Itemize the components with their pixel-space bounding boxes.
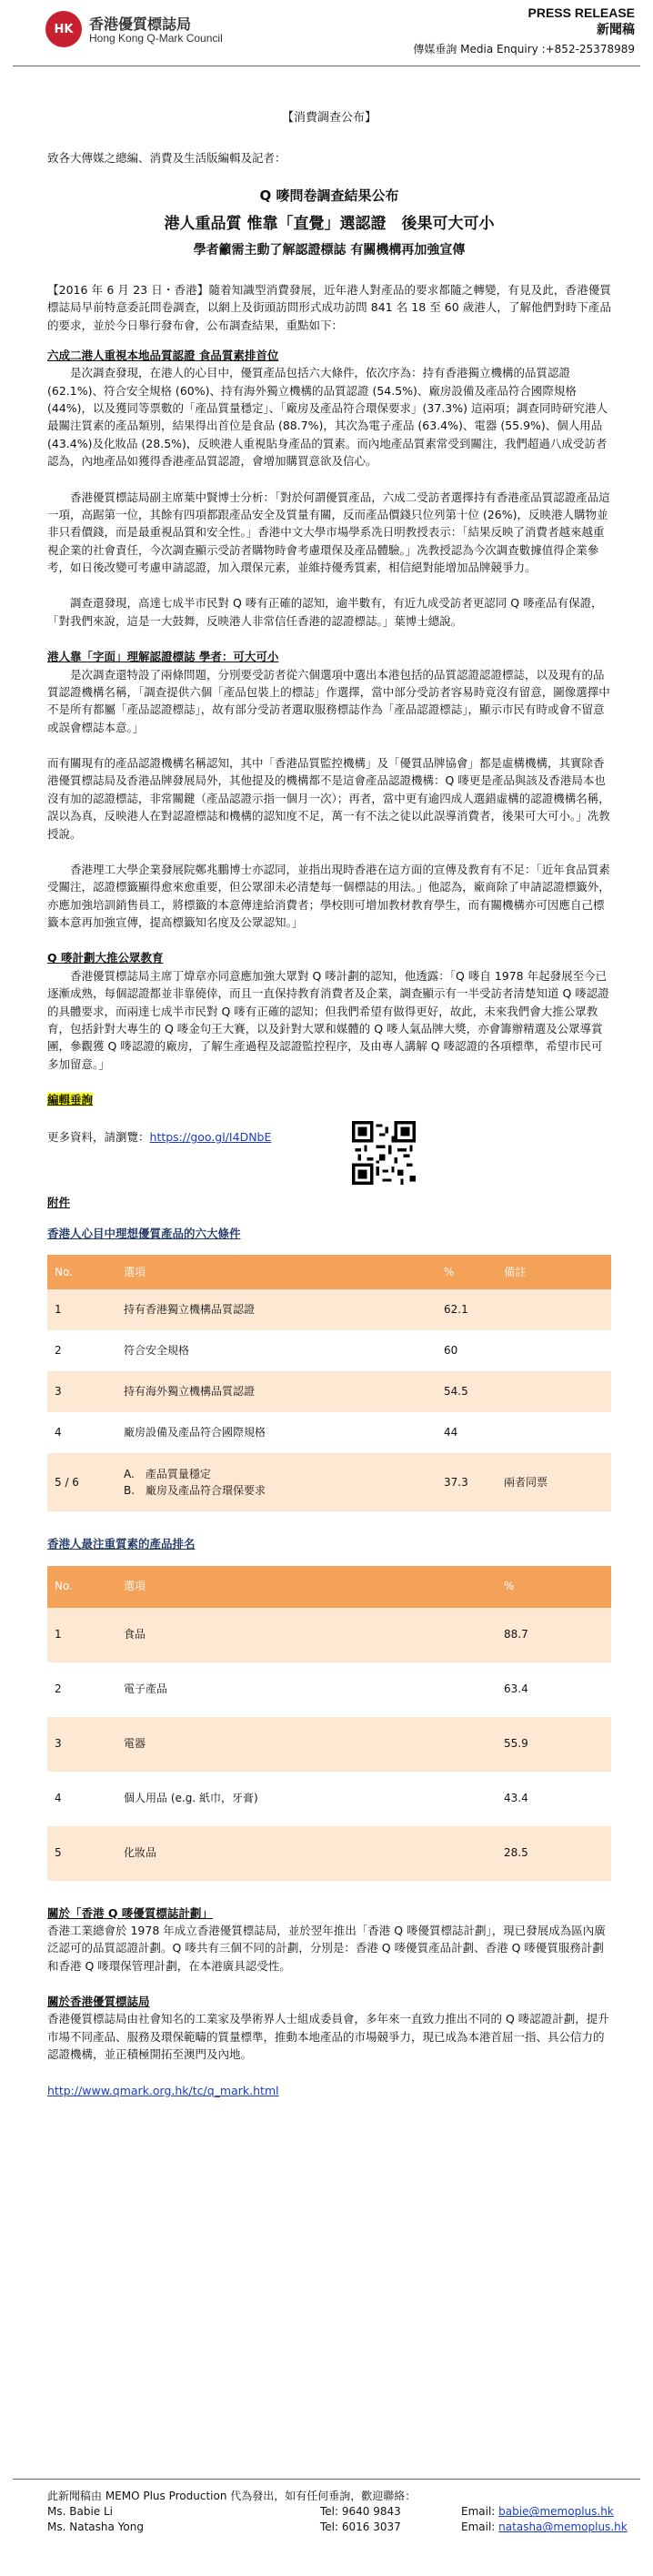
table-2-title: 香港人最注重質素的產品排名 [47,1537,196,1551]
table-row [47,1826,611,1881]
col-header-pct: % [437,1255,497,1289]
contact-row [47,2520,629,2535]
cell-no: 3 [47,1717,116,1772]
qmark-website-link[interactable]: http://www.qmark.org.hk/tc/q_mark.html [47,2083,279,2097]
cell-no: 2 [47,1330,116,1371]
cell-pct: 62.1 [437,1289,497,1330]
cell-item: 個人用品 (e.g. 紙巾，牙膏) [116,1772,497,1826]
table-row [47,1412,611,1453]
qmark-logo-icon: HK [45,11,82,47]
cell-item [116,1453,437,1511]
cell-note [497,1330,611,1371]
cell-note: 兩者同票 [497,1453,611,1511]
table-row [47,1772,611,1826]
table-header-row [47,1566,611,1608]
intro-paragraph: 【2016 年 6 月 23 日・香港】隨着知識型消費發展，近年港人對產品的要求都隨之轉變，有見及此，香港優質標誌局早前特意委託問卷調查，以網上及街頭訪問形式成功訪問 841 名 18 至 60 歲港人，了解他們對時下產品的要求，並於今日舉行發布會，公布調查結果，重點如下： [47,282,611,332]
cell-no: 3 [47,1371,116,1412]
cell-item: 持有海外獨立機構品質認證 [116,1371,437,1412]
cell-no: 1 [47,1289,116,1330]
contact-tel: Tel: 6016 3037 [320,2520,401,2534]
media-enquiry: 傳媒垂詢 Media Enquiry :+852-25378989 [413,43,635,56]
cell-pct: 37.3 [437,1453,497,1511]
logo-english-name: Hong Kong Q-Mark Council [89,32,223,45]
cell-note [497,1289,611,1330]
cell-note [497,1412,611,1453]
cell-pct: 55.9 [497,1717,611,1772]
footer-divider [13,2479,640,2480]
cell-pct: 60 [437,1330,497,1371]
contact-name: Ms. Babie Li [47,2505,113,2519]
email-label: Email: [461,2520,496,2534]
cell-no: 5 / 6 [47,1453,116,1511]
about-qmark-scheme-title: 關於「香港 Q 嘜優質標誌計劃」 [47,1905,213,1920]
contact-tel: Tel: 9640 9843 [320,2505,401,2519]
cell-item: 電器 [116,1717,497,1772]
cell-pct: 63.4 [497,1662,611,1717]
section-3-paragraph-1: 香港優質標誌局主席丁煒章亦同意應加強大眾對 Q 嘜計劃的認知，他透露：「Q 嘜自 1978 年起發展至今已逐漸成熟，每個認證都並非靠僥倖，而且一直保持教育消費者及企業，調查顯示有一半受訪者清楚知道 Q 嘜認證的具體要求，而兩達七成半市民對 Q 嘜有正確的認知；但我們希望有做得更好，故此，未來我們會大推公眾教育，包括針對大專生的 Q 嘜金句王大賽，以及針對大眾和媒體的 Q 嘜人氣品牌大獎，亦會籌辦精選及公眾導賞團，參觀獲 Q 嘜認證的廠房，了解生產過程及認證監控程序，及由專人講解 Q 嘜認證的各項標準，希望市民可多加留意。」 [47,968,609,1071]
editor-note-label: 編輯垂詢 [47,1093,94,1107]
cell-no: 4 [47,1412,116,1453]
col-header-pct: % [497,1566,611,1608]
section-2-paragraph-3: 香港理工大學企業發展院鄭兆鵬博士亦認同，並指出現時香港在這方面的宣傳及教育有不足：「近年食品質素受關注，認證標籤顯得愈來愈重要，但公眾卻未必清楚每一個標誌的用法。」他認為，廠商除了申請認證標籤外，亦應加強培訓銷售員工，將標籤的本意傳達給消費者；學校則可增加教材教育學生，而有關機構亦可因應自己標籤本意再加強宣傳，提高標籤知名度及公眾認知。」 [47,862,610,930]
cell-pct: 44 [437,1412,497,1453]
cell-note [497,1371,611,1412]
cell-item: 符合安全規格 [116,1330,437,1371]
contact-row [47,2504,629,2520]
table-row [47,1453,611,1511]
cell-pct: 43.4 [497,1772,611,1826]
section-2-paragraph-2: 而有關現有的產品認證機構名稱認知，其中「香港品質監控機構」及「優質品牌協會」都是虛構機構，其實除香港優質標誌局及香港品牌發展局外，其他提及的機構都不是這會產品認證機構：Q 嘜更是產品與該及香港局本也沒有加的認證標誌，非常關鍵（產品認證示指一個月一次）；再者，當中更有逾四成人選錯虛構的認證機構名稱，誤以為真，反映港人在對認證標誌和機構的認知度不足，萬一有不法之徒以此誤導消費者，後果可大可小。」冼教授說。 [47,756,610,841]
qmark-logo [45,11,264,51]
article-body [47,73,611,2099]
contact-email [461,2520,628,2535]
more-info-text [47,1128,271,1146]
section-1-paragraph-1: 是次調查發現，在港人的心目中，優質產品包括六大條件，依次序為：持有香港獨立機構的品質認證 (62.1%)、符合安全規格 (60%)、持有海外獨立機構的品質認證 (54.5%)、廠房設備及產品符合國際規格 (44%)，以及獲同等票數的「產品質量穩定」、「廠房及產品符合環保要求」(37.3%) 這兩項；調查同時研究港人最關注質素的產品類別，結果得出首位是食品 (88.7%)，其次為電子產品 (63.4%)、電器 (55.9%)、個人用品 (43.4%)及化妝品 (28.5%)，反映港人重視貼身產品的質素。而內地產品質素常受到關注，我們超過八成受訪者認為，內地產品如獲得香港產品質認證，會增加購買意欲及信心。 [47,366,608,469]
cell-pct: 54.5 [437,1371,497,1412]
more-info-label: 更多資料，請瀏覽： [47,1130,150,1145]
cell-no: 5 [47,1826,116,1881]
email-link[interactable]: natasha@memoplus.hk [498,2520,628,2534]
cell-item-a: A. 產品質量穩定 [124,1467,211,1480]
about-council-text: 香港優質標誌局由社會知名的工業家及學術界人士組成委員會，多年來一直致力推出不同的 Q 嘜認證計劃，提升市場不同產品、服務及環保範疇的質量標準，推動本地產品的市場競爭力，現已成為本港首屈一指、具公信力的認證機構，並正積極開拓至澳門及內地。 [47,2012,609,2062]
addressee: 致各大傳媒之總編、消費及生活版編輯及記者： [47,151,286,166]
table-row [47,1330,611,1371]
about-qmark-scheme-text: 香港工業總會於 1978 年成立香港優質標誌局，並於翌年推出「香港 Q 嘜優質標誌計劃」，現已發展成為區內廣泛認可的品質認證計劃。Q 嘜共有三個不同的計劃，分別是：香港 Q 嘜優質產品計劃、香港 Q 嘜優質服務計劃和香港 Q 嘜環保管理計劃，在本港廣具認受性。 [47,1923,606,1973]
about-council-title: 關於香港優質標誌局 [47,1995,150,2009]
col-header-note: 備註 [497,1255,611,1289]
contact-email [461,2504,614,2520]
product-ranking-table [47,1566,611,1881]
six-criteria-table [47,1255,611,1511]
table-row [47,1608,611,1662]
section-2-paragraph-1: 是次調查還特設了兩條問題，分別要受訪者從六個選項中選出本港包括的品質認證認證標誌，以及現有的品質認證機構名稱，「調查提供六個「產品包裝上的標誌」作選擇，當中部分受訪者容易時竟沒有留意，圖像選擇中不是所有都屬「產品認證標誌」，故有部分受訪者選取服務標誌作為「產品認證標誌」，顯示市民有時或會不留意或誤會標誌本意。」 [47,667,610,734]
footer [47,2489,629,2535]
email-link[interactable]: babie@memoplus.hk [498,2505,614,2519]
table-row [47,1289,611,1330]
cell-item: 持有香港獨立機構品質認證 [116,1289,437,1330]
cell-item-b: B. 廠房及產品符合環保要求 [124,1484,266,1498]
cell-no: 2 [47,1662,116,1717]
headline-3: 學者籲需主動了解認證標誌 有關機構再加強宣傳 [193,243,466,258]
qr-code-icon [352,1121,416,1185]
header [0,0,653,64]
headline-1: Q 嘜問卷調查結果公布 [259,187,399,204]
press-release-block [413,5,635,56]
press-release-en: PRESS RELEASE [527,5,635,20]
footer-intro: 此新聞稿由 MEMO Plus Production 代為發出，如有任何垂詢，歡迎聯絡： [47,2490,417,2502]
cell-pct: 28.5 [497,1826,611,1881]
table-1-title: 香港人心目中理想優質產品的六大條件 [47,1226,241,1240]
consumer-survey-tag: 【消費調查公布】 [281,111,377,125]
section-1-paragraph-3: 調查還發現，高達七成半市民對 Q 嘜有正確的認知，逾半數有，有近九成受訪者更認同 Q 嘜產品有保證，「對我們來說，這是一大鼓舞，反映港人非常信任香港的認證標誌。」葉博士總說。 [47,596,603,628]
contact-name: Ms. Natasha Yong [47,2520,144,2534]
cell-pct: 88.7 [497,1608,611,1662]
col-header-item: 選項 [116,1566,497,1608]
logo-chinese-name: 香港優質標誌局 [89,15,192,33]
press-release-zh: 新聞稿 [597,23,635,37]
cell-item: 廠房設備及產品符合國際規格 [116,1412,437,1453]
table-header-row [47,1255,611,1289]
headline-2: 港人重品質 惟靠「直覺」選認證 後果可大可小 [164,214,495,233]
table-row [47,1662,611,1717]
section-2-title: 港人靠「字面」理解認證標誌 學者：可大可小 [47,650,279,664]
section-1-title: 六成二港人重視本地品質認證 食品質素排首位 [47,348,279,362]
table-row [47,1717,611,1772]
cell-no: 1 [47,1608,116,1662]
col-header-no: No. [47,1566,116,1608]
cell-no: 4 [47,1772,116,1826]
section-1-paragraph-2: 香港優質標誌局副主席葉中賢博士分析：「對於何謂優質產品，六成二受訪者選擇持有香港產品質認證產品這一項，高踞第一位，其餘有四項都跟產品安全及質量有關，反而產品價錢只位列第十位 (26%)，反映港人購物並非只看價錢，而是最重視品質和安全性。」香港中文大學市場學系冼日明教授表示：「結果反映了消費者越來越重視企業的社會責任，今次調查顯示受訪者購物時會考慮環保及產品體驗。」冼教授認為今次調查數據值得企業參考，如日後改變可考慮申請認證，加入環保元素，並維持優秀質素，相信絕對能增加品牌競爭力。 [47,490,610,575]
cell-item: 食品 [116,1608,497,1662]
col-header-no: No. [47,1255,116,1289]
more-info-link[interactable]: https://goo.gl/I4DNbE [149,1130,272,1145]
email-label: Email: [461,2505,496,2519]
table-row [47,1371,611,1412]
cell-item: 電子產品 [116,1662,497,1717]
more-info-row [47,1121,611,1194]
col-header-item: 選項 [116,1255,437,1289]
section-3-title: Q 嘜計劃大推公眾教育 [47,951,164,965]
cell-item: 化妝品 [116,1826,497,1881]
appendix-label: 附件 [47,1196,71,1210]
